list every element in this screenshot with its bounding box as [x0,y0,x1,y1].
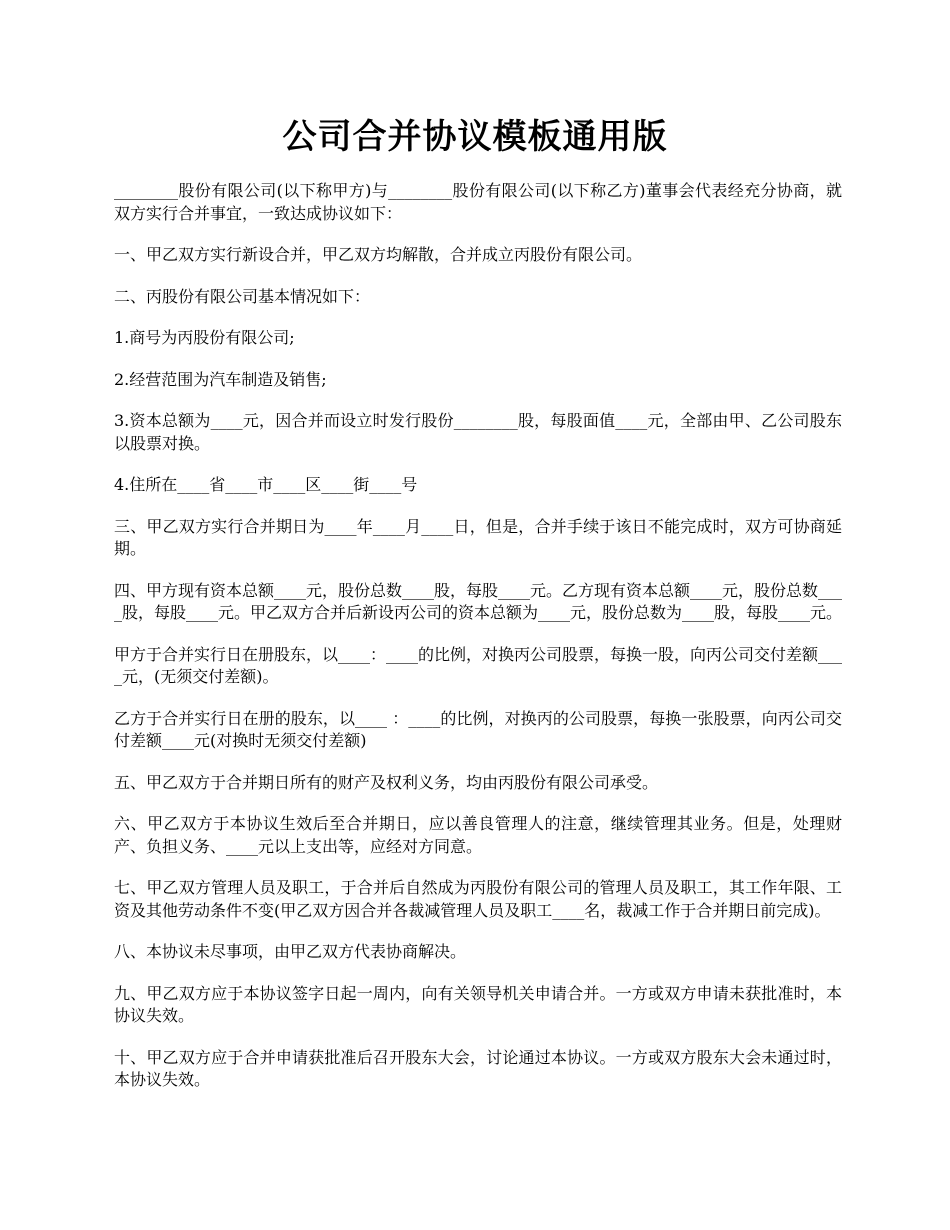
clause-4-party-a: 甲方于合并实行日在册股东，以____：____的比例，对换丙公司股票，每换一股，向丙公司交付差额____元，(无须交付差额)。 [114,644,843,686]
clause-4: 四、甲方现有资本总额____元，股份总数____股，每股____元。乙方现有资本总额____元，股份总数____股，每股____元。甲乙双方合并后新设丙公司的资本总额为____元，股份总数为____股，每股____元。 [114,580,843,622]
clause-2-item-1: 1.商号为丙股份有限公司; [114,328,295,347]
clause-2-item-4: 4.住所在____省____市____区____街____号 [114,475,418,494]
clause-2-item-3: 3.资本总额为____元，因合并而设立时发行股份________股，每股面值____元，全部由甲、乙公司股东以股票对换。 [114,411,842,453]
clause-1: 一、甲乙双方实行新设合并，甲乙双方均解散，合并成立丙股份有限公司。 [114,245,643,264]
clause-2: 二、丙股份有限公司基本情况如下： [114,286,371,306]
clause-9: 九、甲乙双方应于本协议签字日起一周内，向有关领导机关申请合并。一方或双方申请未获批准时，本协议失效。 [114,983,842,1025]
clause-4-party-b: 乙方于合并实行日在册的股东，以____ ：____的比例，对换丙的公司股票，每换一张股票，向丙公司交付差额____元(对换时无须交付差额) [114,708,842,750]
document-title: 公司合并协议模板通用版 [282,117,668,157]
clause-2-item-2: 2.经营范围为汽车制造及销售; [114,369,327,389]
document-body [114,180,842,1111]
clause-5: 五、甲乙双方于合并期日所有的财产及权利义务，均由丙股份有限公司承受。 [114,772,659,792]
clause-3: 三、甲乙双方实行合并期日为____年____月____日，但是，合并手续于该日不能完成时，双方可协商延期。 [114,516,842,558]
clause-7: 七、甲乙双方管理人员及职工，于合并后自然成为丙股份有限公司的管理人员及职工，其工作年限、工资及其他劳动条件不变(甲乙双方因合并各裁减管理人员及职工____名，裁减工作于合并期日前完成)。 [114,878,842,920]
intro-paragraph: ________股份有限公司(以下称甲方)与________股份有限公司(以下称乙方)董事会代表经充分协商，就双方实行合并事宜，一致达成协议如下： [114,181,842,223]
clause-8: 八、本协议未尽事项，由甲乙双方代表协商解决。 [114,942,467,961]
clause-10: 十、甲乙双方应于合并申请获批准后召开股东大会，讨论通过本协议。一方或双方股东大会未通过时，本协议失效。 [114,1047,842,1089]
clause-6: 六、甲乙双方于本协议生效后至合并期日，应以善良管理人的注意，继续管理其业务。但是，处理财产、负担义务、____元以上支出等，应经对方同意。 [114,814,842,856]
